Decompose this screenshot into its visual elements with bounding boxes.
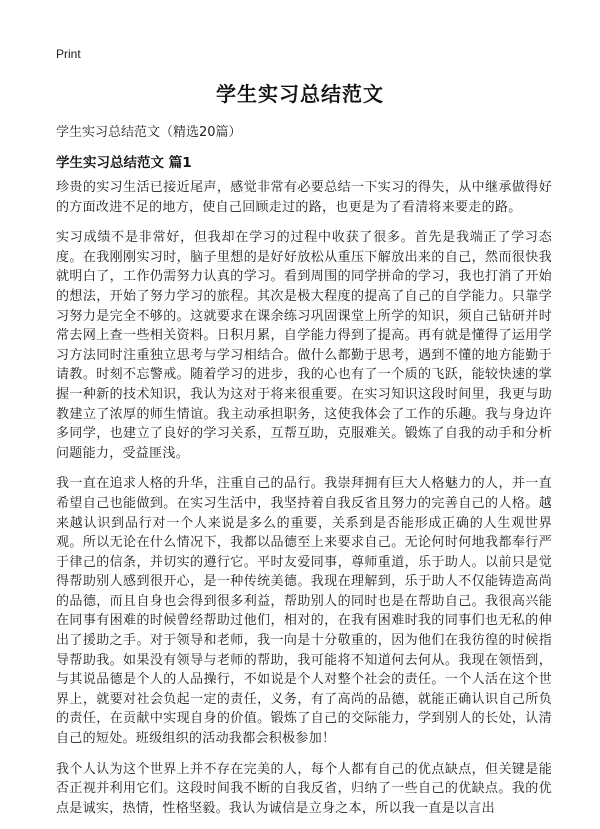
paragraph-4: 我个人认为这个世界上并不存在完美的人，每个人都有自己的优点缺点，但关键是能否正视并利用它们。这段时间我不断的自我反省，归纳了一些自己的优缺点。我的优点是诚实，热情，性格坚毅。我认为诚信是立身之本，所以我一直是以言出 bbox=[56, 761, 552, 816]
print-link[interactable]: Print bbox=[56, 47, 81, 61]
document-body bbox=[56, 178, 552, 829]
document-subtitle: 学生实习总结范文（精选20篇） bbox=[56, 125, 242, 140]
paragraph-3: 我一直在追求人格的升华，注重自己的品行。我崇拜拥有巨大人格魅力的人，并一直希望自己也能做到。在实习生活中，我坚持着自我反省且努力的完善自己的人格。越来越认识到品行对一个人来说是多么的重要，关系到是否能形成正确的人生观世界观。所以无论在什么情况下，我都以品德至上来要求自己。无论何时何地我都奉行严于律己的信条，并切实的遵行它。平时友爱同事，尊师重道，乐于助人。以前只是觉得帮助别人感到很开心，是一种传统美德。我现在理解到，乐于助人不仅能铸造高尚的品德，而且自身也会得到很多利益，帮助别人的同时也是在帮助自己。我很高兴能在同事有困难的时候曾经帮助过他们，相对的，在我有困难时我的同事们也无私的伸出了援助之手。对于领导和老师，我一向是十分敬重的，因为他们在我彷徨的时候指导帮助我。如果没有领导与老师的帮助，我可能将不知道何去何从。我现在领悟到，与其说品德是个人的人品操行，不如说是个人对整个社会的责任。一个人活在这个世界上，就要对社会负起一定的责任，义务，有了高尚的品德，就能正确认识自己所负的责任，在贡献中实现自身的价值。锻炼了自己的交际能力，学到别人的长处，认清自己的短处。班级组织的活动我都会积极参加！ bbox=[56, 476, 552, 747]
section-heading: 学生实习总结范文 篇1 bbox=[56, 155, 192, 171]
paragraph-1: 珍贵的实习生活已接近尾声，感觉非常有必要总结一下实习的得失，从中继承做得好的方面改进不足的地方，使自己回顾走过的路，也更是为了看清将来要走的路。 bbox=[56, 180, 552, 215]
paragraph-2: 实习成绩不是非常好，但我却在学习的过程中收获了很多。首先是我端正了学习态度。在我刚刚实习时，脑子里想的是好好放松从重压下解放出来的自己，然而很快我就明白了，工作仍需努力认真的学习。看到周围的同学拼命的学习，我也打消了开始的想法，开始了努力学习的旅程。其次是极大程度的提高了自己的自学能力。只靠学习努力是完全不够的。这就要求在课余练习巩固课堂上所学的知识，须自己钻研并时常去网上查一些相关资料。日积月累，自学能力得到了提高。再有就是懂得了运用学习方法同时注重独立思考与学习相结合。做什么都勤于思考，遇到不懂的地方能勤于请教。时刻不忘警戒。随着学习的进步，我的心也有了一个质的飞跃，能较快速的掌握一种新的技术知识，我认为这对于将来很重要。在实习知识这段时间里，我更与助教建立了浓厚的师生情谊。我主动承担职务，这使我体会了工作的乐趣。我与身边许多同学，也建立了良好的学习关系，互帮互助，克服难关。锻炼了自我的动手和分析问题能力，受益匪浅。 bbox=[56, 230, 552, 461]
page-title: 学生实习总结范文 bbox=[216, 82, 384, 106]
